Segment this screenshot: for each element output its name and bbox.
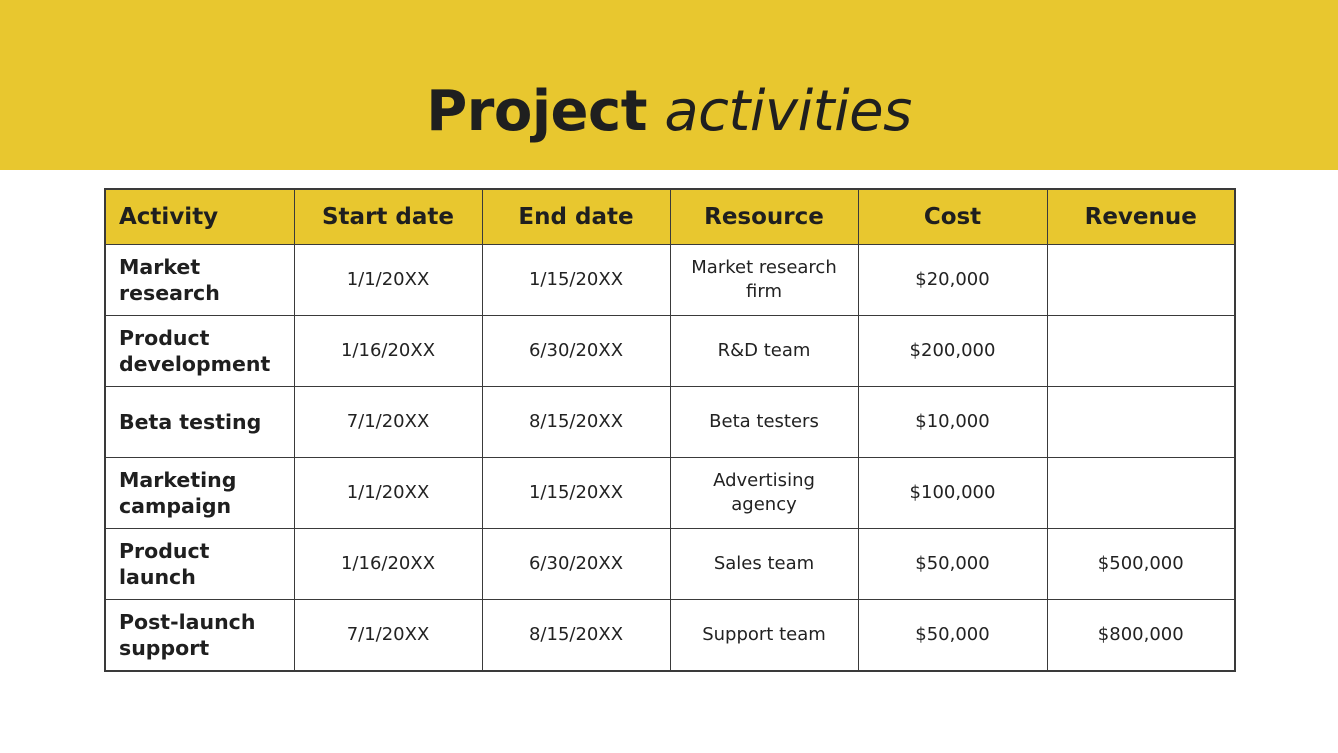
cell-resource: Beta testers [670, 387, 858, 458]
header-resource: Resource [670, 189, 858, 245]
table-row [105, 316, 1235, 387]
cell-end-date: 1/15/20XX [482, 458, 670, 529]
cell-revenue: $800,000 [1047, 600, 1235, 672]
page-title [0, 78, 1338, 146]
cell-resource: R&D team [670, 316, 858, 387]
cell-activity: Market research [105, 245, 294, 316]
cell-start-date: 7/1/20XX [294, 600, 482, 672]
header-end-date: End date [482, 189, 670, 245]
cell-end-date: 6/30/20XX [482, 316, 670, 387]
cell-cost: $100,000 [858, 458, 1047, 529]
cell-cost: $10,000 [858, 387, 1047, 458]
cell-cost: $50,000 [858, 529, 1047, 600]
cell-end-date: 1/15/20XX [482, 245, 670, 316]
cell-cost: $50,000 [858, 600, 1047, 672]
table-row [105, 387, 1235, 458]
cell-start-date: 7/1/20XX [294, 387, 482, 458]
table-row [105, 458, 1235, 529]
cell-resource: Support team [670, 600, 858, 672]
cell-activity: Product launch [105, 529, 294, 600]
cell-activity: Beta testing [105, 387, 294, 458]
header-revenue: Revenue [1047, 189, 1235, 245]
cell-start-date: 1/16/20XX [294, 529, 482, 600]
cell-revenue [1047, 387, 1235, 458]
cell-start-date: 1/1/20XX [294, 245, 482, 316]
cell-revenue [1047, 458, 1235, 529]
cell-revenue: $500,000 [1047, 529, 1235, 600]
page-title-bold: Project [426, 79, 647, 144]
cell-resource: Sales team [670, 529, 858, 600]
cell-start-date: 1/16/20XX [294, 316, 482, 387]
table-row [105, 529, 1235, 600]
cell-end-date: 8/15/20XX [482, 387, 670, 458]
header-cost: Cost [858, 189, 1047, 245]
table-row [105, 245, 1235, 316]
cell-resource: Market research firm [670, 245, 858, 316]
table-row [105, 600, 1235, 672]
activities-table [104, 188, 1236, 672]
activities-table-wrapper [104, 188, 1234, 672]
table-header-row [105, 189, 1235, 245]
cell-activity: Product development [105, 316, 294, 387]
cell-revenue [1047, 245, 1235, 316]
cell-end-date: 6/30/20XX [482, 529, 670, 600]
cell-start-date: 1/1/20XX [294, 458, 482, 529]
cell-revenue [1047, 316, 1235, 387]
cell-resource: Advertising agency [670, 458, 858, 529]
header-activity: Activity [105, 189, 294, 245]
cell-activity: Marketing campaign [105, 458, 294, 529]
cell-cost: $200,000 [858, 316, 1047, 387]
cell-cost: $20,000 [858, 245, 1047, 316]
cell-end-date: 8/15/20XX [482, 600, 670, 672]
cell-activity: Post-launch support [105, 600, 294, 672]
page-title-italic: activities [664, 79, 912, 144]
header-start-date: Start date [294, 189, 482, 245]
